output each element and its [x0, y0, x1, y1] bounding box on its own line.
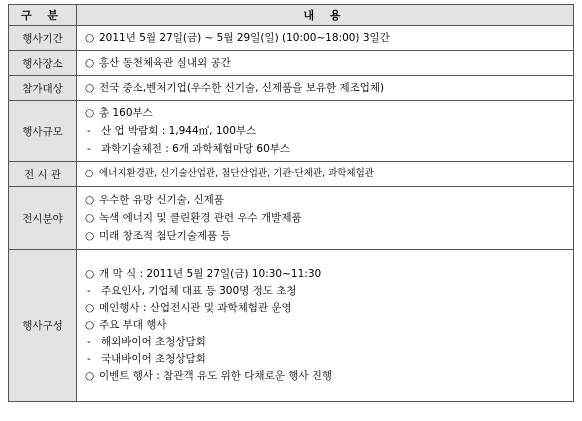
line-text: 산 업 박람회 : 1,944㎡, 100부스 [101, 125, 257, 137]
bullet-icon: ○ [85, 82, 95, 94]
header-category: 구 분 [9, 5, 77, 26]
bullet-icon: ○ [85, 302, 95, 314]
bullet-icon: ○ [85, 32, 95, 44]
table-row-fields [9, 187, 574, 250]
bullet-icon: ○ [85, 268, 95, 280]
dash-icon: - [87, 143, 91, 155]
bullet-icon: ○ [85, 212, 95, 224]
row-content [77, 250, 574, 402]
line-text: 국내바이어 초청상담회 [101, 353, 206, 365]
bullet-icon: ○ [85, 230, 95, 242]
bullet-icon: ○ [85, 107, 95, 119]
line-text: 해외바이어 초청상담회 [101, 336, 206, 348]
row-label: 전시분야 [9, 187, 77, 250]
row-content [77, 187, 574, 250]
bullet-icon: ○ [85, 168, 94, 179]
line-text: 홍산 동천체육관 실내외 공간 [99, 57, 231, 69]
bullet-icon: ○ [85, 370, 95, 382]
dash-icon: - [87, 125, 91, 137]
row-label: 행사구성 [9, 250, 77, 402]
bullet-icon: ○ [85, 57, 95, 69]
table-row-period [9, 26, 574, 51]
row-content [77, 162, 574, 187]
line-text: 주요인사, 기업체 대표 등 300명 정도 초청 [101, 285, 297, 297]
row-label: 참가대상 [9, 76, 77, 101]
line-text: 과학기술체전 : 6개 과학체험마당 60부스 [101, 143, 291, 155]
line-text: 녹색 에너지 및 클린환경 관련 우수 개발제품 [99, 212, 302, 224]
bullet-icon: ○ [85, 194, 95, 206]
table-row-scale [9, 101, 574, 162]
table-row-participants [9, 76, 574, 101]
header-content: 내 용 [77, 5, 574, 26]
event-overview-table [8, 4, 574, 402]
table-row-program [9, 250, 574, 402]
row-label: 전 시 관 [9, 162, 77, 187]
line-text: 개 막 식 : 2011년 5월 27일(금) 10:30~11:30 [99, 268, 322, 280]
line-text: 메인행사 : 산업전시관 및 과학체험관 운영 [99, 302, 292, 314]
table-row-venue [9, 51, 574, 76]
dash-icon: - [87, 285, 91, 297]
dash-icon: - [87, 353, 91, 365]
dash-icon: - [87, 336, 91, 348]
line-text: 총 160부스 [99, 107, 153, 119]
line-text: 2011년 5월 27일(금) ~ 5월 29일(일) (10:00~18:00) 3일간 [99, 32, 390, 44]
row-content [77, 26, 574, 51]
line-text: 미래 창조적 첨단기술제품 등 [99, 230, 231, 242]
line-text: 주요 부대 행사 [99, 319, 167, 331]
row-content [77, 76, 574, 101]
row-content [77, 101, 574, 162]
line-text: 에너지환경관, 신기술산업관, 첨단산업관, 기관·단체관, 과학체험관 [99, 168, 374, 179]
row-content [77, 51, 574, 76]
line-text: 이벤트 행사 : 참관객 유도 위한 다채로운 행사 진행 [99, 370, 333, 382]
table-row-halls [9, 162, 574, 187]
row-label: 행사규모 [9, 101, 77, 162]
bullet-icon: ○ [85, 319, 95, 331]
row-label: 행사장소 [9, 51, 77, 76]
line-text: 우수한 유망 신기술, 신제품 [99, 194, 224, 206]
table-header-row [9, 5, 574, 26]
line-text: 전국 중소,벤처기업(우수한 신기술, 신제품을 보유한 제조업체) [99, 82, 385, 94]
row-label: 행사기간 [9, 26, 77, 51]
